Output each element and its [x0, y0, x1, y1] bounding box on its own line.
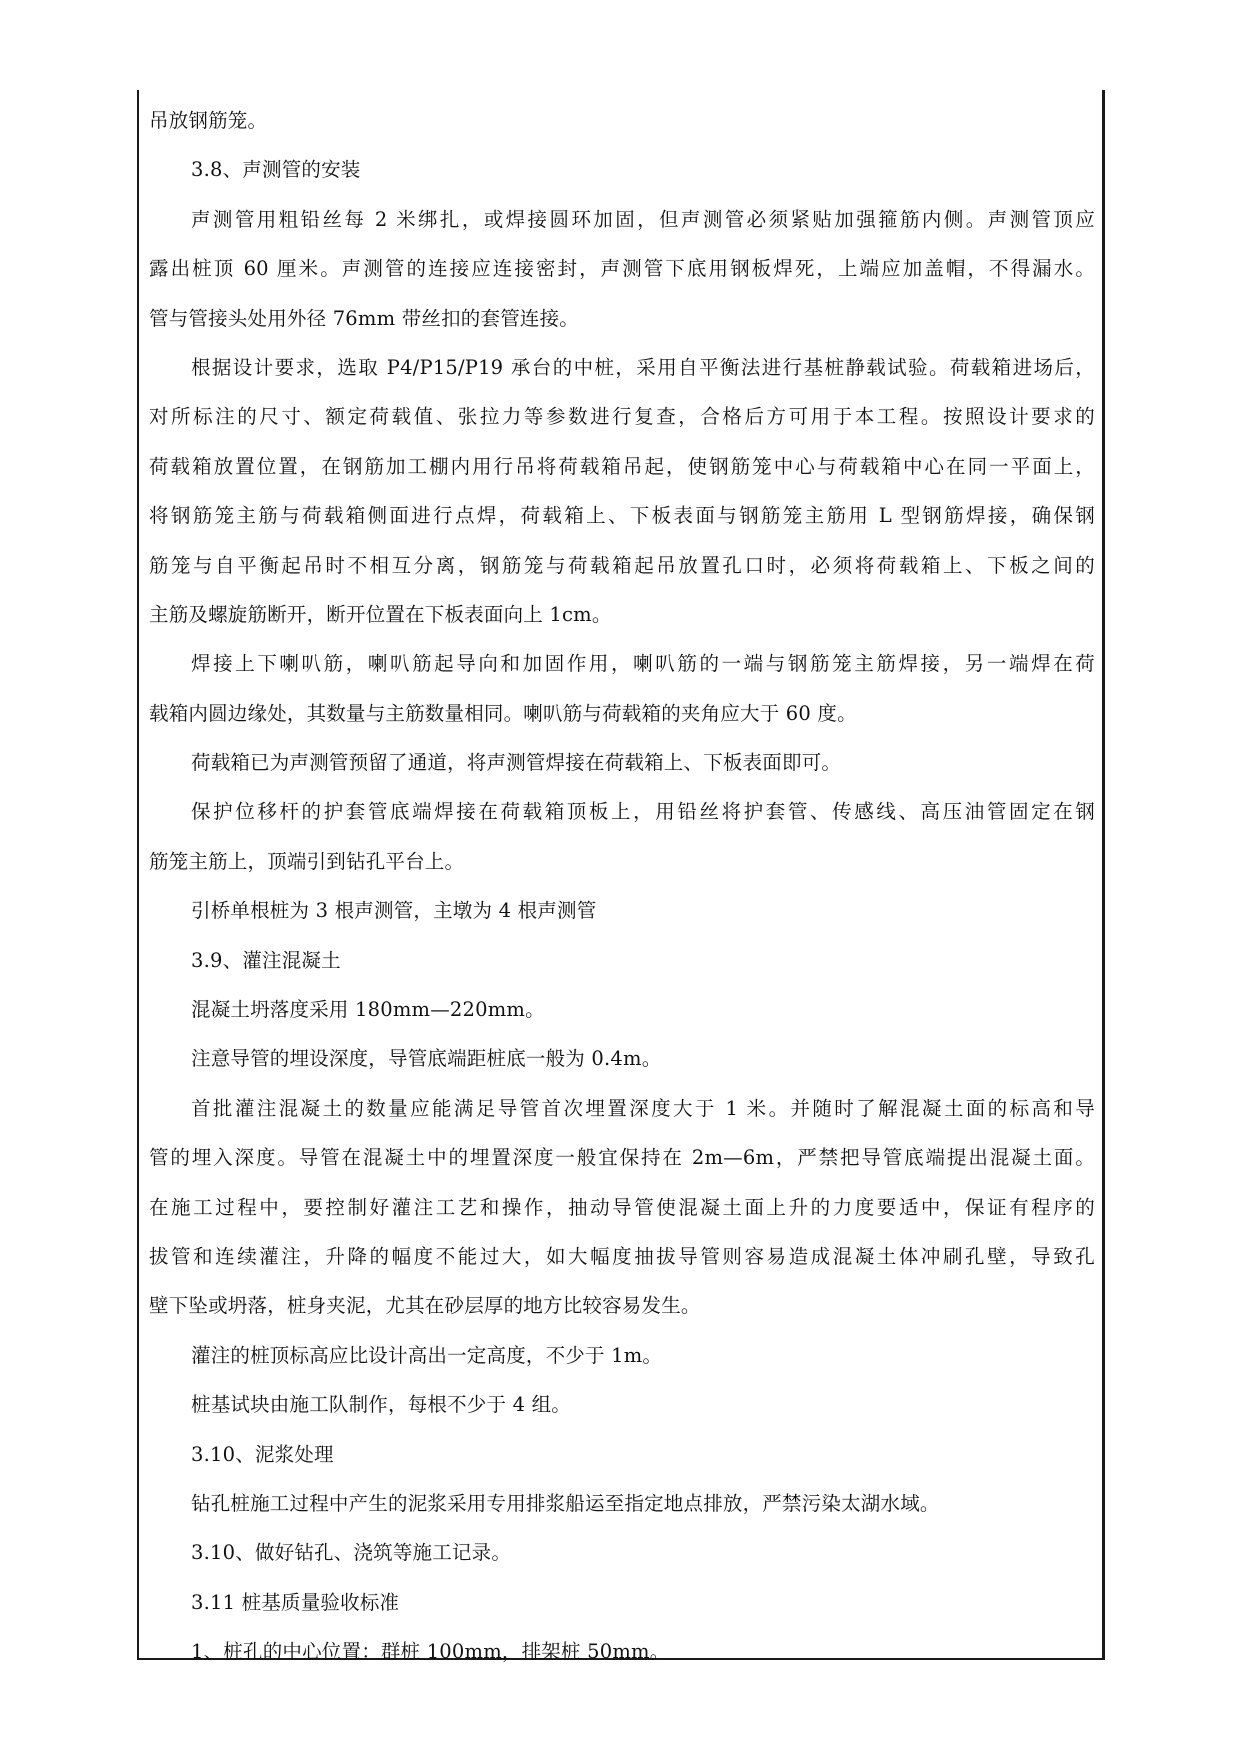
text-line: 桩基试块由施工队制作，每根不少于 4 组。	[191, 1393, 572, 1417]
text-line: 露出桩顶 60 厘米。声测管的连接应连接密封，声测管下底用钢板焊死，上端应加盖帽，不得漏水。	[149, 257, 1095, 281]
text-line: 1、桩孔的中心位置：群桩 100mm，排架桩 50mm。	[191, 1640, 670, 1664]
text-line: 筋笼与自平衡起吊时不相互分离，钢筋笼与荷载箱起吊放置孔口时，必须将荷载箱上、下板之间的	[149, 553, 1095, 577]
text-line: 载箱内圆边缘处，其数量与主筋数量相同。喇叭筋与荷载箱的夹角应大于 60 度。	[149, 701, 857, 725]
section-heading: 3.9、灌注混凝土	[191, 948, 341, 972]
text-line: 引桥单根桩为 3 根声测管，主墩为 4 根声测管	[191, 899, 597, 923]
text-line: 荷载箱已为声测管预留了通道，将声测管焊接在荷载箱上、下板表面即可。	[191, 751, 842, 775]
text-line: 钻孔桩施工过程中产生的泥浆采用专用排浆船运至指定地点排放，严禁污染太湖水域。	[191, 1491, 940, 1515]
text-line: 在施工过程中，要控制好灌注工艺和操作，抽动导管使混凝土面上升的力度要适中，保证有程序的	[149, 1195, 1095, 1219]
text-line: 管与管接头处用外径 76mm 带丝扣的套管连接。	[149, 306, 579, 330]
section-heading: 3.10、做好钻孔、浇筑等施工记录。	[191, 1541, 512, 1565]
text-line: 注意导管的埋设深度，导管底端距桩底一般为 0.4m。	[191, 1047, 662, 1071]
section-heading: 3.8、声测管的安装	[191, 158, 361, 182]
text-line: 根据设计要求，选取 P4/P15/P19 承台的中桩，采用自平衡法进行基桩静载试验。荷载箱进场后，	[191, 355, 1095, 379]
text-line: 荷载箱放置位置，在钢筋加工棚内用行吊将荷载箱吊起，使钢筋笼中心与荷载箱中心在同一平面上，	[149, 454, 1095, 478]
text-line: 混凝土坍落度采用 180mm—220mm。	[191, 998, 545, 1022]
text-line: 将钢筋笼主筋与荷载箱侧面进行点焊，荷载箱上、下板表面与钢筋笼主筋用 L 型钢筋焊接，确保钢	[149, 504, 1095, 528]
document-body	[149, 96, 1095, 1677]
text-line: 对所标注的尺寸、额定荷载值、张拉力等参数进行复查，合格后方可用于本工程。按照设计要求的	[149, 405, 1095, 429]
text-line: 管的埋入深度。导管在混凝土中的埋置深度一般宜保持在 2m—6m，严禁把导管底端提出混凝土面。	[149, 1146, 1095, 1170]
text-line: 筋笼主筋上，顶端引到钻孔平台上。	[149, 849, 465, 873]
text-line: 声测管用粗铅丝每 2 米绑扎，或焊接圆环加固，但声测管必须紧贴加强箍筋内侧。声测管顶应	[191, 207, 1095, 231]
text-line: 焊接上下喇叭筋，喇叭筋起导向和加固作用，喇叭筋的一端与钢筋笼主筋焊接，另一端焊在荷	[191, 652, 1095, 676]
text-line: 保护位移杆的护套管底端焊接在荷载箱顶板上，用铅丝将护套管、传感线、高压油管固定在钢	[191, 800, 1095, 824]
text-line: 壁下坠或坍落，桩身夹泥，尤其在砂层厚的地方比较容易发生。	[149, 1294, 701, 1318]
section-heading: 3.10、泥浆处理	[191, 1442, 334, 1466]
text-line: 首批灌注混凝土的数量应能满足导管首次埋置深度大于 1 米。并随时了解混凝土面的标高和导	[191, 1096, 1095, 1120]
text-line: 主筋及螺旋筋断开，断开位置在下板表面向上 1cm。	[149, 602, 612, 626]
text-line: 吊放钢筋笼。	[149, 109, 268, 132]
text-line: 灌注的桩顶标高应比设计高出一定高度，不少于 1m。	[191, 1343, 663, 1367]
section-heading: 3.11 桩基质量验收标准	[191, 1590, 400, 1614]
text-line: 拔管和连续灌注，升降的幅度不能过大，如大幅度抽拔导管则容易造成混凝土体冲刷孔壁，导致孔	[149, 1244, 1095, 1268]
